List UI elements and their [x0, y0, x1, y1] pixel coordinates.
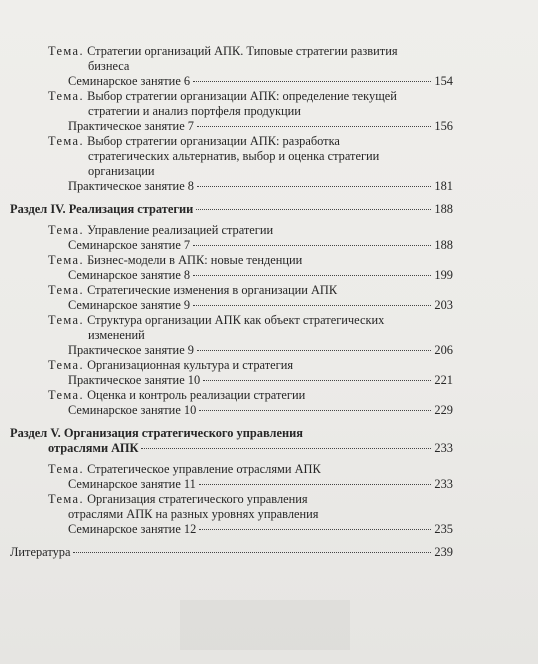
toc-section-entry[interactable]: [10, 202, 453, 217]
page-number: 188: [434, 238, 453, 252]
tema-label: Тема.: [48, 223, 84, 237]
tema-label: Тема.: [48, 134, 84, 148]
tema-label: Тема.: [48, 89, 84, 103]
toc-entry[interactable]: [68, 298, 453, 313]
tema-label: Тема.: [48, 253, 84, 267]
topic-title-text: Стратегическое управление отраслями АПК: [87, 462, 321, 476]
session-label: Семинарское занятие 11: [68, 477, 196, 491]
dot-leader: [193, 275, 431, 276]
page-number: 235: [434, 522, 453, 536]
topic-title-text: Выбор стратегии организации АПК: определение текущей: [87, 89, 397, 103]
toc-topic-title: [48, 388, 305, 403]
toc-entry[interactable]: [68, 268, 453, 283]
topic-title-text: Стратегические изменения в организации АПК: [87, 283, 338, 297]
section-title: Раздел IV. Реализация стратегии: [10, 202, 194, 216]
toc-topic-title: [48, 134, 340, 149]
toc-entry[interactable]: [68, 522, 453, 537]
toc-topic-title-continued: стратегии и анализ портфеля продукции: [88, 104, 301, 118]
toc-topic-title: [48, 313, 384, 328]
dot-leader: [199, 410, 431, 411]
toc-topic-title-continued: стратегических альтернатив, выбор и оценка стратегии: [88, 149, 380, 163]
page-number: 188: [434, 202, 453, 216]
toc-entry[interactable]: [68, 343, 453, 358]
dot-leader: [73, 552, 431, 553]
session-label: Практическое занятие 10: [68, 373, 201, 387]
page-number: 233: [434, 441, 453, 455]
page-number: 206: [434, 343, 453, 357]
toc-entry[interactable]: [68, 238, 453, 253]
tema-label: Тема.: [48, 462, 84, 476]
page-number: 156: [434, 119, 453, 133]
session-label: Семинарское занятие 8: [68, 268, 191, 282]
dot-leader: [199, 529, 431, 530]
tema-label: Тема.: [48, 313, 84, 327]
dot-leader: [193, 81, 431, 82]
toc-entry[interactable]: [68, 179, 453, 194]
section-title-continued: отраслями АПК: [48, 441, 139, 455]
toc-topic-title: [48, 462, 321, 477]
topic-title-text: Организационная культура и стратегия: [87, 358, 294, 372]
session-label: Семинарское занятие 7: [68, 238, 191, 252]
topic-title-text: Бизнес-модели в АПК: новые тенденции: [87, 253, 303, 267]
topic-title-text: Организация стратегического управления: [87, 492, 308, 506]
toc-topic-title: [48, 253, 302, 268]
page-number: 154: [434, 74, 453, 88]
toc-topic-title-continued: отраслями АПК на разных уровнях управления: [68, 507, 319, 521]
dot-leader: [203, 380, 431, 381]
dot-leader: [197, 186, 431, 187]
dot-leader: [196, 209, 431, 210]
session-label: Практическое занятие 7: [68, 119, 194, 133]
tema-label: Тема.: [48, 492, 84, 506]
toc-topic-title-continued: организации: [88, 164, 155, 178]
toc-topic-title: [48, 492, 308, 507]
topic-title-text: Оценка и контроль реализации стратегии: [87, 388, 306, 402]
page-number: 181: [434, 179, 453, 193]
session-label: Семинарское занятие 10: [68, 403, 197, 417]
tema-label: Тема.: [48, 283, 84, 297]
topic-title-text: Стратегии организаций АПК. Типовые стратегии развития: [87, 44, 398, 58]
tema-label: Тема.: [48, 44, 84, 58]
dot-leader: [197, 126, 431, 127]
toc-entry[interactable]: [68, 373, 453, 388]
toc-topic-title: [48, 283, 337, 298]
dot-leader: [197, 350, 431, 351]
literature-title: Литература: [10, 545, 71, 559]
dot-leader: [141, 448, 431, 449]
toc-section-entry[interactable]: [48, 441, 453, 456]
toc-entry[interactable]: [68, 74, 453, 89]
toc-topic-title-continued: бизнеса: [88, 59, 130, 73]
page-number: 229: [434, 403, 453, 417]
session-label: Семинарское занятие 9: [68, 298, 191, 312]
dot-leader: [199, 484, 432, 485]
toc-topic-title: [48, 44, 398, 59]
session-label: Семинарское занятие 12: [68, 522, 197, 536]
toc-entry[interactable]: [68, 119, 453, 134]
toc-entry[interactable]: [68, 403, 453, 418]
session-label: Практическое занятие 8: [68, 179, 194, 193]
tema-label: Тема.: [48, 358, 84, 372]
dot-leader: [193, 245, 431, 246]
toc-topic-title: [48, 89, 397, 104]
toc-section-title: Раздел V. Организация стратегического управления: [10, 426, 303, 440]
page-number: 203: [434, 298, 453, 312]
page-number: 233: [434, 477, 453, 491]
toc-topic-title: [48, 223, 273, 238]
session-label: Семинарское занятие 6: [68, 74, 191, 88]
paper-bleed-through: [180, 600, 350, 650]
toc-topic-title: [48, 358, 293, 373]
page-number: 199: [434, 268, 453, 282]
tema-label: Тема.: [48, 388, 84, 402]
session-label: Практическое занятие 9: [68, 343, 194, 357]
toc-literature-entry[interactable]: [10, 545, 453, 560]
topic-title-text: Выбор стратегии организации АПК: разработка: [87, 134, 340, 148]
page-number: 221: [434, 373, 453, 387]
topic-title-text: Структура организации АПК как объект стратегических: [87, 313, 385, 327]
topic-title-text: Управление реализацией стратегии: [87, 223, 274, 237]
page-number: 239: [434, 545, 453, 559]
toc-topic-title-continued: изменений: [88, 328, 145, 342]
dot-leader: [193, 305, 431, 306]
toc-entry[interactable]: [68, 477, 453, 492]
